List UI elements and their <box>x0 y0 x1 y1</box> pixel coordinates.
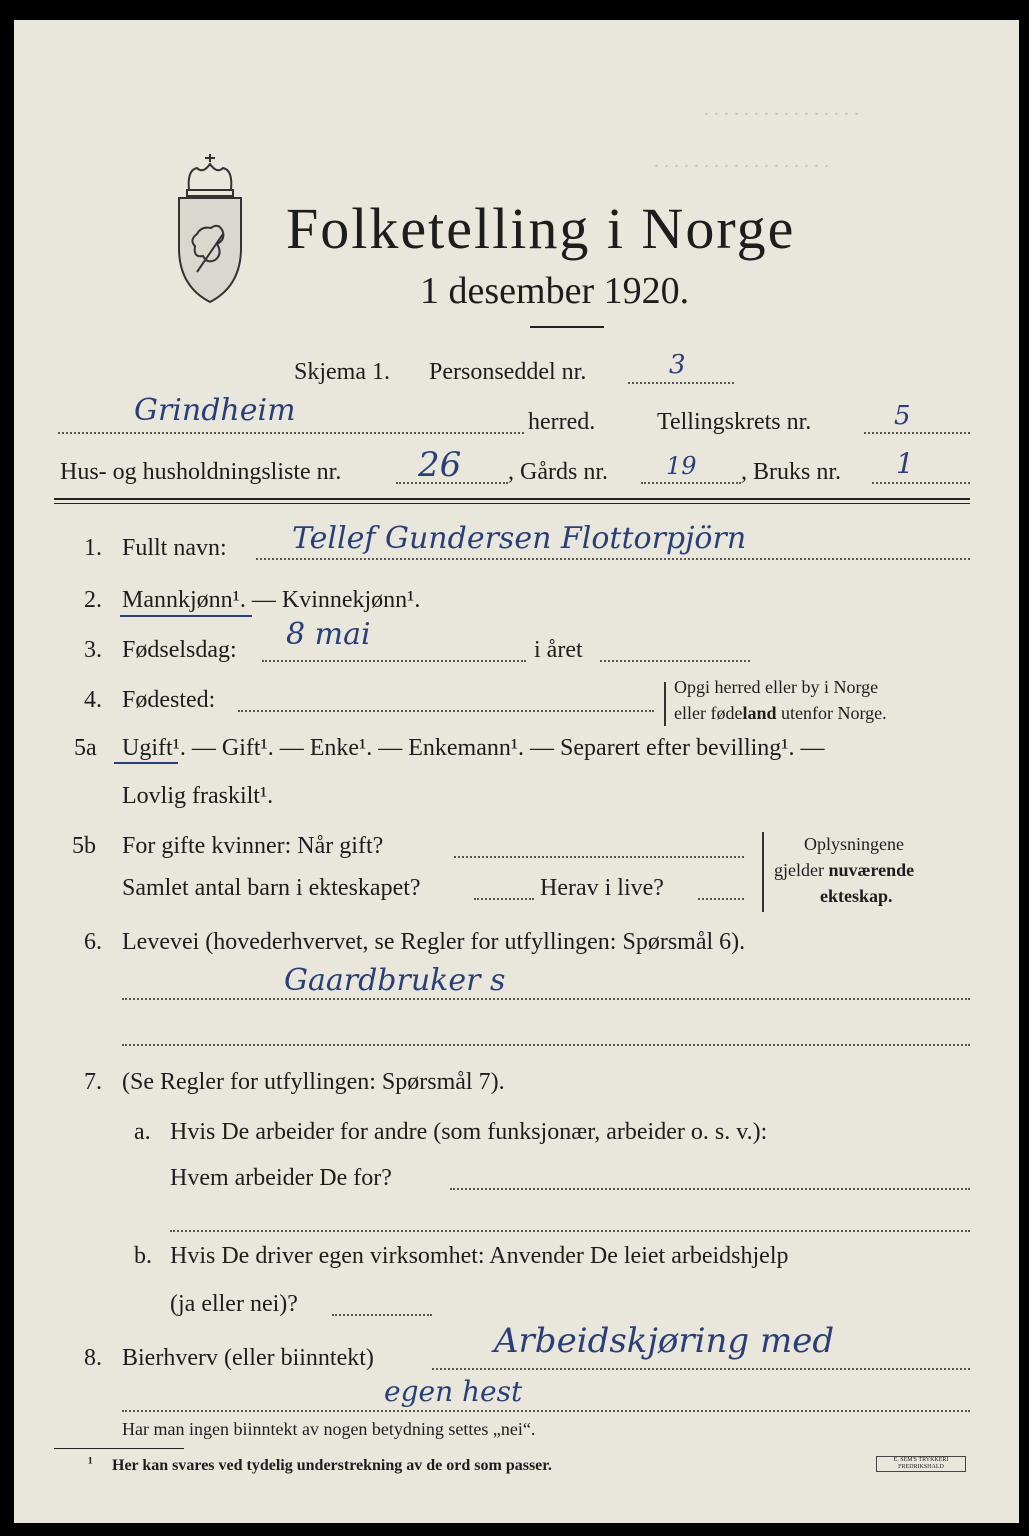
herred-label: herred. <box>528 409 596 435</box>
q5a-number: 5a <box>74 735 97 761</box>
q5b-children-line <box>474 898 534 900</box>
bleed-through-text: . . . . . . . . . . . . . . . . . . <box>654 150 829 172</box>
personseddel-label: Personseddel nr. <box>429 359 587 385</box>
q5b-line <box>454 856 744 858</box>
q6-line1 <box>122 998 970 1000</box>
bruks-value: 1 <box>896 447 914 480</box>
q5b-note-line3: ekteskap. <box>820 886 893 906</box>
gards-line <box>641 482 741 484</box>
q5a-marital-options: Ugift¹. — Gift¹. — Enke¹. — Enkemann¹. — Separert efter bevilling¹. — <box>122 735 825 761</box>
q5b-children-label: Samlet antal barn i ekteskapet? <box>122 875 421 901</box>
q1-label: Fullt navn: <box>122 535 227 561</box>
q7a-employer-label: Hvem arbeider De for? <box>170 1165 392 1191</box>
q4-note-line1: Opgi herred eller by i Norge <box>674 677 879 697</box>
q5b-note-line1: Oplysningene <box>804 834 904 854</box>
q5b-label: For gifte kvinner: Når gift? <box>122 833 384 859</box>
q4-note-line2: eller fødeland utenfor Norge. <box>674 703 887 723</box>
q6-occupation-value: Gaardbruker s <box>284 963 506 998</box>
q2-sex-options: Mannkjønn¹. — Kvinnekjønn¹. <box>122 587 421 613</box>
q4-brace <box>664 682 666 726</box>
gards-value: 19 <box>666 452 697 480</box>
bleed-through-text: . . . . . . . . . . . . . . . . <box>704 98 859 120</box>
q7b-number: b. <box>134 1243 152 1269</box>
husholdningsliste-label: Hus- og husholdningsliste nr. <box>60 459 342 485</box>
form-title: Folketelling i Norge <box>286 196 796 261</box>
q4-line <box>238 710 654 712</box>
q4-number: 4. <box>84 687 102 713</box>
tellingskrets-label: Tellingskrets nr. <box>657 409 812 435</box>
bruks-label: , Bruks nr. <box>741 459 842 485</box>
personseddel-line <box>628 382 734 384</box>
q6-label: Levevei (hovederhvervet, se Regler for utfyllingen: Spørsmål 6). <box>122 929 746 955</box>
q7a-number: a. <box>134 1119 151 1145</box>
q3-birthday-value: 8 mai <box>286 617 371 652</box>
q3-number: 3. <box>84 637 102 663</box>
q5b-number: 5b <box>72 833 96 859</box>
q1-full-name: Tellef Gundersen Flottorpjörn <box>292 521 747 556</box>
personseddel-value: 3 <box>669 350 686 380</box>
herred-line <box>58 432 524 434</box>
q7-label: (Se Regler for utfyllingen: Spørsmål 7). <box>122 1069 505 1095</box>
q7-number: 7. <box>84 1069 102 1095</box>
printer-stamp-line1: E. SEM'S TRYKKERI <box>893 1457 949 1463</box>
q8-side-income-value: Arbeidskjøring med <box>494 1321 835 1361</box>
q6-number: 6. <box>84 929 102 955</box>
q7b-question: (ja eller nei)? <box>170 1291 298 1317</box>
q5b-alive-line <box>698 898 744 900</box>
q3-line <box>262 660 526 662</box>
q8-note: Har man ingen biinntekt av nogen betydning settes „nei“. <box>122 1419 536 1439</box>
q5b-brace <box>762 832 764 912</box>
q5a-underline-mark <box>114 762 178 764</box>
census-form-page <box>14 20 1019 1523</box>
footnote-text: Her kan svares ved tydelig understrekning av de ord som passer. <box>112 1457 552 1474</box>
q5b-note-line2: gjelder nuværende <box>774 860 915 880</box>
q8-line2 <box>122 1410 970 1412</box>
norwegian-coat-of-arms-icon <box>167 148 253 308</box>
husholdningsliste-value: 26 <box>418 445 462 485</box>
q3-year-label: i året <box>534 637 583 663</box>
q7a-text: Hvis De arbeider for andre (som funksjonær, arbeider o. s. v.): <box>170 1119 768 1145</box>
q2-underline-mark <box>120 615 252 617</box>
q8-side-income-value-2: egen hest <box>384 1375 523 1408</box>
q3-label: Fødselsdag: <box>122 637 237 663</box>
q8-number: 8. <box>84 1345 102 1371</box>
tellingskrets-line <box>864 432 970 434</box>
q5a-marital-options-2: Lovlig fraskilt¹. <box>122 783 274 809</box>
herred-value: Grindheim <box>134 393 296 428</box>
title-divider <box>530 326 604 328</box>
q7a-line1 <box>450 1188 970 1190</box>
q6-line2 <box>122 1044 970 1046</box>
printer-stamp <box>876 1456 966 1472</box>
header-rule-thin <box>54 503 970 504</box>
skjema-label: Skjema 1. <box>294 359 390 385</box>
q4-label: Fødested: <box>122 687 216 713</box>
footnote-rule <box>54 1448 184 1449</box>
q7b-text: Hvis De driver egen virksomhet: Anvender De leiet arbeidshjelp <box>170 1243 789 1269</box>
q1-number: 1. <box>84 535 102 561</box>
bruks-line <box>872 482 970 484</box>
q2-number: 2. <box>84 587 102 613</box>
q7b-line <box>332 1314 432 1316</box>
q1-line <box>256 558 970 560</box>
q7a-line2 <box>170 1230 970 1232</box>
printer-stamp-line2: FREDRIKSHALD <box>898 1464 944 1470</box>
tellingskrets-value: 5 <box>894 401 911 431</box>
gards-label: , Gårds nr. <box>508 459 608 485</box>
q5b-alive-label: Herav i live? <box>540 875 664 901</box>
q8-label: Bierhverv (eller biinntekt) <box>122 1345 374 1371</box>
footnote-mark: ¹ <box>88 1455 93 1472</box>
q3-year-line <box>600 660 750 662</box>
census-date: 1 desember 1920. <box>420 270 690 312</box>
header-rule <box>54 498 970 500</box>
q8-line1 <box>432 1368 970 1370</box>
